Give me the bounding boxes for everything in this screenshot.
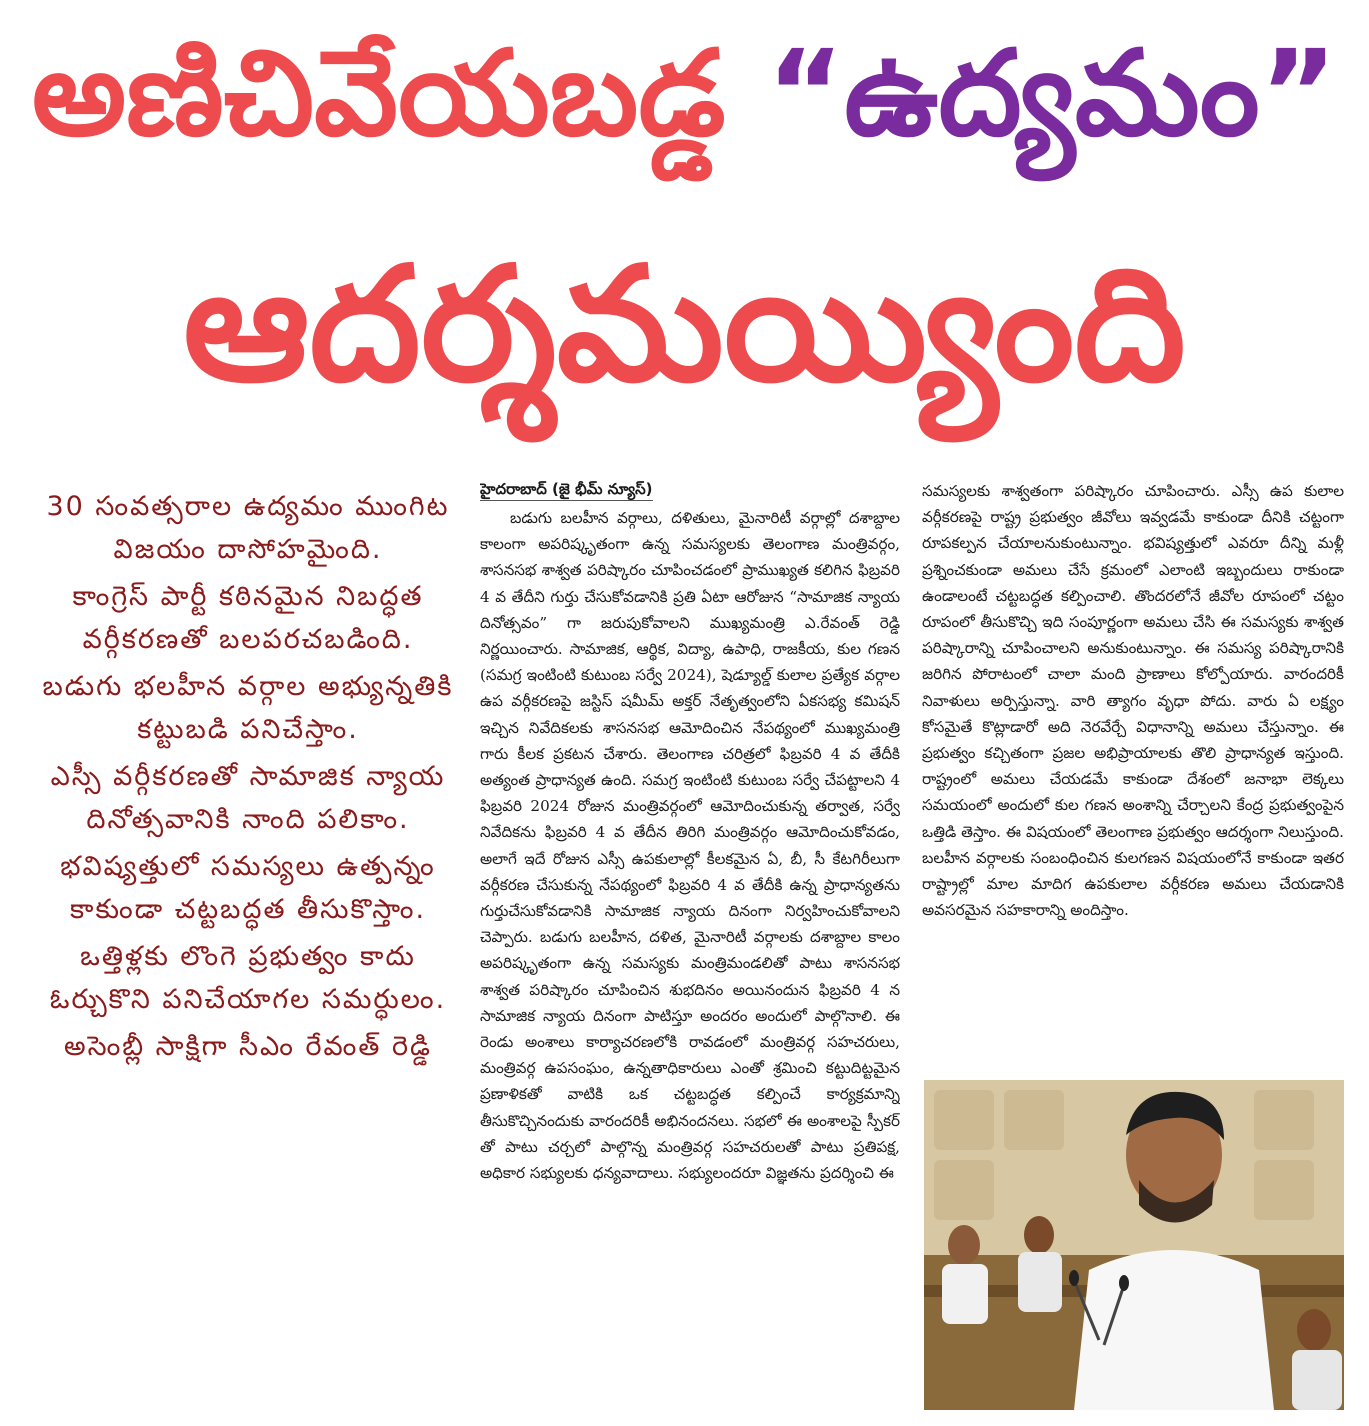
highlight-point: భవిష్యత్తులో సమస్యలు ఉత్పన్నం కాకుండా చట్టబద్ధత తీసుకొస్తాం. bbox=[60, 851, 436, 925]
highlight-point: 30 సంవత్సరాల ఉద్యమం ముంగిట విజయం దాసోహమైంది. bbox=[46, 491, 450, 565]
headline-line-2: ఆదర్శమయ్యింది bbox=[183, 233, 1186, 417]
headline-line-1 bbox=[0, 8, 1369, 178]
highlight-point: అసెంబ్లీ సాక్షిగా సీఎం రేవంత్ రెడ్డి bbox=[64, 1031, 432, 1062]
highlight-point: బడుగు భలహీన వర్గాల అభ్యున్నతికి కట్టుబడి పనిచేస్తాం. bbox=[42, 671, 454, 745]
highlight-point: ఎస్సీ వర్గీకరణతో సామాజిక న్యాయ దినోత్సవానికి నాంది పలికాం. bbox=[50, 761, 446, 835]
headline-part-1: అణిచివేయబడ్డ bbox=[31, 24, 726, 162]
article-column-1 bbox=[480, 478, 900, 1423]
chief-minister-photo bbox=[924, 1080, 1344, 1410]
assembly-speech-illustration bbox=[924, 1080, 1344, 1410]
highlight-point: కాంగ్రెస్ పార్టీ కఠినమైన నిబద్ధత వర్గీకరణతో బలపరచబడింది. bbox=[72, 581, 424, 655]
article-body-1: బడుగు బలహీన వర్గాలు, దళితులు, మైనారిటీ వర్గాల్లో దశాబ్దాల కాలంగా అపరిష్కృతంగా ఉన్న సమస్యలకు తెలంగాణ మంత్రివర్గం, శాసనసభ శాశ్వత పరిష్కారం చూపించడంలో ప్రాముఖ్యత కలిగిన ఫిబ్రవరి 4 వ తేదీని గుర్తు చేసుకోవడానికి ప్రతి ఏటా ఆరోజున “సామాజిక న్యాయ దినోత్సవం” గా జరుపుకోవాలని ముఖ్యమంత్రి ఎ.రేవంత్ రెడ్డి నిర్ణయించారు. సామాజిక, ఆర్థిక, విద్యా, ఉపాధి, రాజకీయ, కుల గణన (సమగ్ర ఇంటింటి కుటుంబ సర్వే 2024), షెడ్యూల్డ్ కులాల ప్రత్యేక వర్గాల ఉప వర్గీకరణపై జస్టిస్ షమీమ్ అక్తర్ నేతృత్వంలోని ఏకసభ్య కమిషన్ ఇచ్చిన నివేదికలకు శాసనసభ ఆమోదించిన నేపథ్యంలో ముఖ్యమంత్రి గారు కీలక ప్రకటన చేశారు. తెలంగాణ చరిత్రలో ఫిబ్రవరి 4 వ తేదీకి అత్యంత ప్రాధాన్యత ఉంది. సమగ్ర ఇంటింటి కుటుంబ సర్వే చేపట్టాలని 4 ఫిబ్రవరి 2024 రోజున మంత్రివర్గంలో ఆమోదించుకున్న తర్వాత, సర్వే నివేదికను ఫిబ్రవరి 4 వ తేదీన తిరిగి మంత్రివర్గం ఆమోదించుకోవడం, అలాగే ఇదే రోజున ఎస్సీ ఉపకులాల్లో కీలకమైన ఏ, బీ, సీ కేటగిరీలుగా వర్గీకరణ చేసుకున్న నేపథ్యంలో ఫిబ్రవరి 4 వ తేదీకి ఉన్న ప్రాధాన్యతను గుర్తుచేసుకోవడానికి సామాజిక న్యాయ దినంగా నిర్వహించుకోవాలని చెప్పారు. బడుగు బలహీన, దళిత, మైనారిటీ వర్గాలకు దశాబ్దాల కాలం అపరిష్కృతంగా ఉన్న సమస్యకు మంత్రిమండలితో పాటు శాసనసభ శాశ్వత పరిష్కారం చూపించిన శుభదినం అయినందున ఫిబ్రవరి 4 న సామాజిక న్యాయ దినంగా పాటిస్తూ అందరం అందులో పాల్గొనాలి. ఈ రెండు అంశాలు కార్యాచరణలోకి రావడంలో మంత్రివర్గ సహచరులు, మంత్రివర్గ ఉపసంఘం, ఉన్నతాధికారులు ఎంతో శ్రమించి కట్టుదిట్టమైన ప్రణాళికతో వాటికి ఒక చట్టబద్ధత కల్పించే కార్యక్రమాన్ని తీసుకొచ్చినందుకు వారందరికీ అభినందనలు. సభలో ఈ అంశాలపై స్పీకర్ తో పాటు చర్చలో పాల్గొన్న మంత్రివర్గ సహచరులతో పాటు ప్రతిపక్ష, అధికార సభ్యులకు ధన్యవాదాలు. సభ్యులందరూ విజ్ఞతను ప్రదర్శించి ఈ bbox=[480, 509, 900, 1183]
highlights-column bbox=[28, 485, 468, 1420]
headline-part-2: “ఉద్యమం” bbox=[766, 24, 1338, 162]
article-body-2: సమస్యలకు శాశ్వతంగా పరిష్కారం చూపించారు. ఎస్సీ ఉప కులాల వర్గీకరణపై రాష్ట్ర ప్రభుత్వం జీవోలు ఇవ్వడమే కాకుండా దీనికి చట్టంగా రూపకల్పన చేయాలనుకుంటున్నాం. భవిష్యత్తులో ఎవరూ దీన్ని మళ్లీ ప్రశ్నించకుండా అమలు చేసే క్రమంలో ఎలాంటి ఇబ్బందులు రాకుండా ఉండాలంటే చట్టబద్ధత కల్పించాలి. తొందరలోనే జీవోల రూపంలో చట్టం రూపంలో తీసుకొచ్చి ఇది సంపూర్ణంగా అమలు చేసి ఈ సమస్యకు శాశ్వత పరిష్కారాన్ని చూపించాలని అనుకుంటున్నాం. ఈ సమస్య పరిష్కారానికి జరిగిన పోరాటంలో చాలా మంది ప్రాణాలు కోల్పోయారు. వారందరికీ నివాళులు అర్పిస్తున్నా. వారి త్యాగం వృధా పోదు. వారు ఏ లక్ష్యం కోసమైతే కొట్లాడారో అది నెరవేర్చే విధానాన్ని అమలు చేస్తున్నాం. ఈ ప్రభుత్వం కచ్చితంగా ప్రజల అభిప్రాయాలకు తొలి ప్రాధాన్యత ఇస్తుంది. రాష్ట్రంలో అమలు చేయడమే కాకుండా దేశంలో జనాభా లెక్కలు సమయంలో అందులో కుల గణన అంశాన్ని చేర్చాలని కేంద్ర ప్రభుత్వంపైన ఒత్తిడి తెస్తాం. ఈ విషయంలో తెలంగాణ ప్రభుత్వం ఆదర్శంగా నిలుస్తుంది. బలహీన వర్గాలకు సంబంధించిన కులగణన విషయంలోనే కాకుండా ఇతర రాష్ట్రాల్లో మాల మాదిగ ఉపకులాల వర్గీకరణ అమలు చేయడానికి అవసరమైన సహకారాన్ని అందిస్తాం. bbox=[922, 482, 1344, 920]
highlight-point: ఒత్తిళ్లకు లొంగె ప్రభుత్వం కాదు ఓర్చుకొని పనిచేయాగల సమర్ధులం. bbox=[49, 941, 447, 1015]
dateline: హైదరాబాద్ (జై భీమ్ న్యూస్) bbox=[480, 478, 653, 501]
article-column-2 bbox=[922, 478, 1344, 1068]
